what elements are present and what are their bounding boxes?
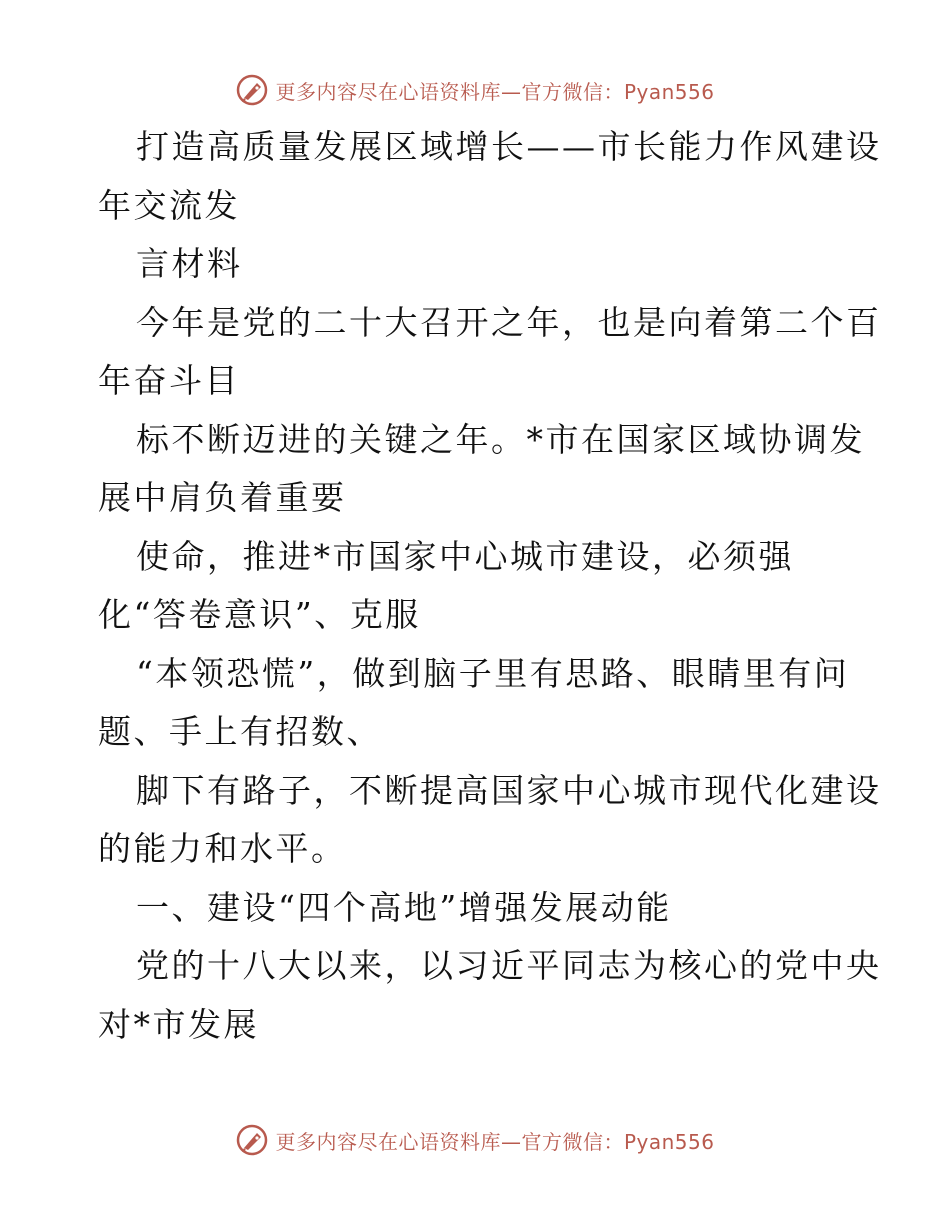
text-line: 年奋斗目 bbox=[98, 361, 240, 400]
text-line: 题、手上有招数、 bbox=[98, 712, 382, 751]
text-line: 打造高质量发展区域增长——市长能力作风建设 bbox=[136, 127, 882, 166]
footer-banner bbox=[0, 1120, 950, 1160]
header-banner-text: 更多内容尽在心语资料库—官方微信：Pyan556 bbox=[275, 79, 715, 104]
pen-nib-logo-icon bbox=[235, 1123, 269, 1157]
text-line: 言材料 bbox=[136, 244, 243, 283]
text-line: 对*市发展 bbox=[98, 1004, 259, 1044]
text-line: 标不断迈进的关键之年。*市在国家区域协调发 bbox=[136, 419, 865, 459]
text-line: “本领恐慌”，做到脑子里有思路、眼睛里有问 bbox=[136, 653, 850, 693]
text-line: 年交流发 bbox=[98, 185, 240, 225]
document-body bbox=[98, 118, 882, 1054]
pen-nib-logo-icon bbox=[235, 73, 269, 107]
text-line: 今年是党的二十大召开之年，也是向着第二个百 bbox=[136, 302, 882, 342]
text-line: 展中肩负着重要 bbox=[98, 478, 347, 517]
footer-banner-text: 更多内容尽在心语资料库—官方微信：Pyan556 bbox=[275, 1129, 715, 1154]
text-line: 的能力和水平。 bbox=[98, 829, 347, 868]
text-line: 化“答卷意识”、克服 bbox=[98, 595, 421, 634]
header-banner bbox=[0, 70, 950, 110]
text-line: 一、建设“四个高地”增强发展动能 bbox=[136, 887, 672, 927]
text-line: 脚下有路子，不断提高国家中心城市现代化建设 bbox=[136, 770, 882, 810]
text-line: 使命，推进*市国家中心城市建设，必须强 bbox=[136, 536, 794, 576]
text-line: 党的十八大以来，以习近平同志为核心的党中央 bbox=[136, 946, 882, 985]
